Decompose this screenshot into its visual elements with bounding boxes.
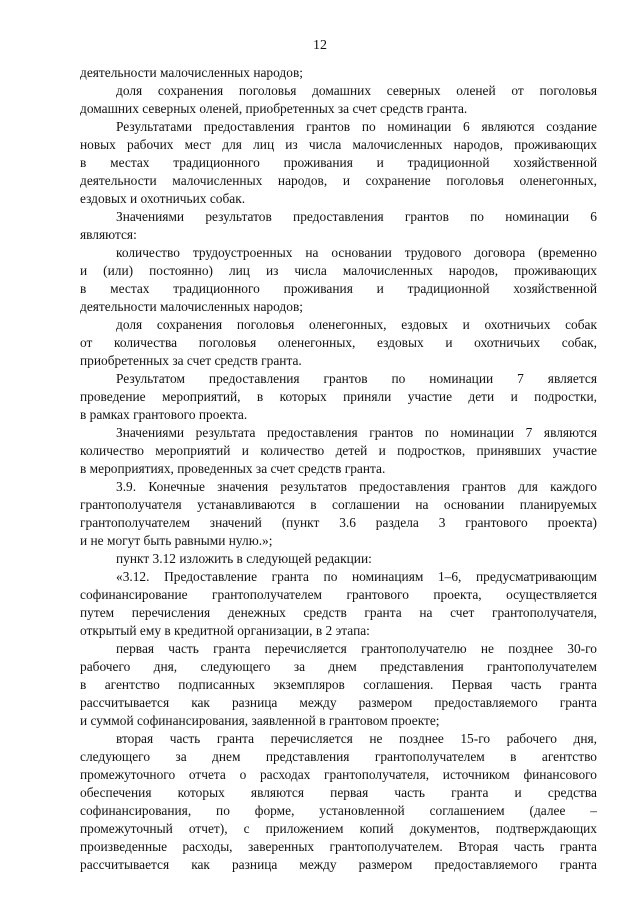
paragraph [80, 424, 597, 478]
text-line: проведение мероприятий, в которых приняли участие дети и подростки, [80, 389, 597, 404]
text-line: количество трудоустроенных на основании трудового договора (временно [116, 245, 597, 260]
text-line: обеспечения которых являются первая часть гранта и средства [80, 785, 597, 800]
text-line: промежуточного отчета о расходах грантополучателя, источником финансового [80, 767, 597, 782]
text-line: Результатом предоставления грантов по номинации 7 является [116, 371, 597, 386]
paragraph [80, 244, 597, 316]
text-line: Значениями результата предоставления грантов по номинации 7 являются [116, 425, 597, 440]
text-line: следующего за днем представления грантополучателем в агентство [80, 749, 597, 764]
paragraph [80, 478, 597, 550]
text-line: в местах традиционного проживания и традиционной хозяйственной [80, 281, 597, 296]
paragraph [80, 82, 597, 118]
text-line: в рамках грантового проекта. [80, 407, 248, 422]
text-line: деятельности малочисленных народов; [80, 65, 303, 80]
text-line: в местах традиционного проживания и традиционной хозяйственной [80, 155, 597, 170]
text-line: и суммой софинансирования, заявленной в грантовом проекте; [80, 713, 440, 728]
text-line: софинансирования, по форме, установленной соглашением (далее – [80, 803, 597, 818]
text-line: от количества поголовья оленегонных, ездовых и охотничьих собак, [80, 335, 597, 350]
text-line: рассчитывается как разница между размером предоставляемого гранта [80, 857, 597, 872]
paragraph [80, 316, 597, 370]
paragraph [80, 370, 597, 424]
text-line: в агентство подписанных экземпляров соглашения. Первая часть гранта [80, 677, 597, 692]
text-line: 3.9. Конечные значения результатов предоставления грантов для каждого [116, 479, 597, 494]
paragraph [80, 550, 597, 568]
paragraph [80, 640, 597, 730]
page-number: 12 [313, 38, 327, 53]
text-line: произведенные расходы, заверенных грантополучателем. Вторая часть гранта [80, 839, 597, 854]
text-line: первая часть гранта перечисляется грантополучателю не позднее 30-го [116, 641, 597, 656]
paragraph [80, 568, 597, 640]
text-line: и не могут быть равными нулю.»; [80, 533, 273, 548]
text-line: рабочего дня, следующего за днем представления грантополучателем [80, 659, 597, 674]
text-line: деятельности малочисленных народов; [80, 299, 303, 314]
paragraph [80, 208, 597, 244]
text-line: Значениями результатов предоставления грантов по номинации 6 [116, 209, 597, 224]
text-line: доля сохранения поголовья домашних северных оленей от поголовья [116, 83, 597, 98]
text-line: количество мероприятий и количество детей и подростков, принявших участие [80, 443, 597, 458]
text-line: новых рабочих мест для лиц из числа малочисленных народов, проживающих [80, 137, 597, 152]
text-line: доля сохранения поголовья оленегонных, ездовых и охотничьих собак [116, 317, 597, 332]
text-line: приобретенных за счет средств гранта. [80, 353, 302, 368]
text-line: грантополучателем значений (пункт 3.6 раздела 3 грантового проекта) [80, 515, 597, 530]
document-body [80, 64, 597, 874]
paragraph [80, 118, 597, 208]
text-line: вторая часть гранта перечисляется не позднее 15-го рабочего дня, [116, 731, 597, 746]
text-line: являются: [80, 227, 137, 242]
text-line: пункт 3.12 изложить в следующей редакции: [116, 551, 372, 566]
text-line: софинансирование грантополучателем грантового проекта, осуществляется [80, 587, 597, 602]
text-line: в мероприятиях, проведенных за счет средств гранта. [80, 461, 386, 476]
text-line: домашних северных оленей, приобретенных за счет средств гранта. [80, 101, 468, 116]
text-line: «3.12. Предоставление гранта по номинациям 1–6, предусматривающим [116, 569, 597, 584]
text-line: открытый ему в кредитной организации, в 2 этапа: [80, 623, 370, 638]
text-line: путем перечисления денежных средств гранта на счет грантополучателя, [80, 605, 597, 620]
text-line: рассчитывается как разница между размером предоставляемого гранта [80, 695, 597, 710]
text-line: и (или) постоянно) лиц из числа малочисленных народов, проживающих [80, 263, 597, 278]
paragraph [80, 730, 597, 874]
text-line: деятельности малочисленных народов, и сохранение поголовья оленегонных, [80, 173, 597, 188]
text-line: промежуточный отчет), с приложением копий документов, подтверждающих [80, 821, 597, 836]
text-line: Результатами предоставления грантов по номинации 6 являются создание [116, 119, 597, 134]
text-line: ездовых и охотничьих собак. [80, 191, 246, 206]
paragraph [80, 64, 597, 82]
text-line: грантополучателя устанавливаются в соглашении на основании планируемых [80, 497, 597, 512]
